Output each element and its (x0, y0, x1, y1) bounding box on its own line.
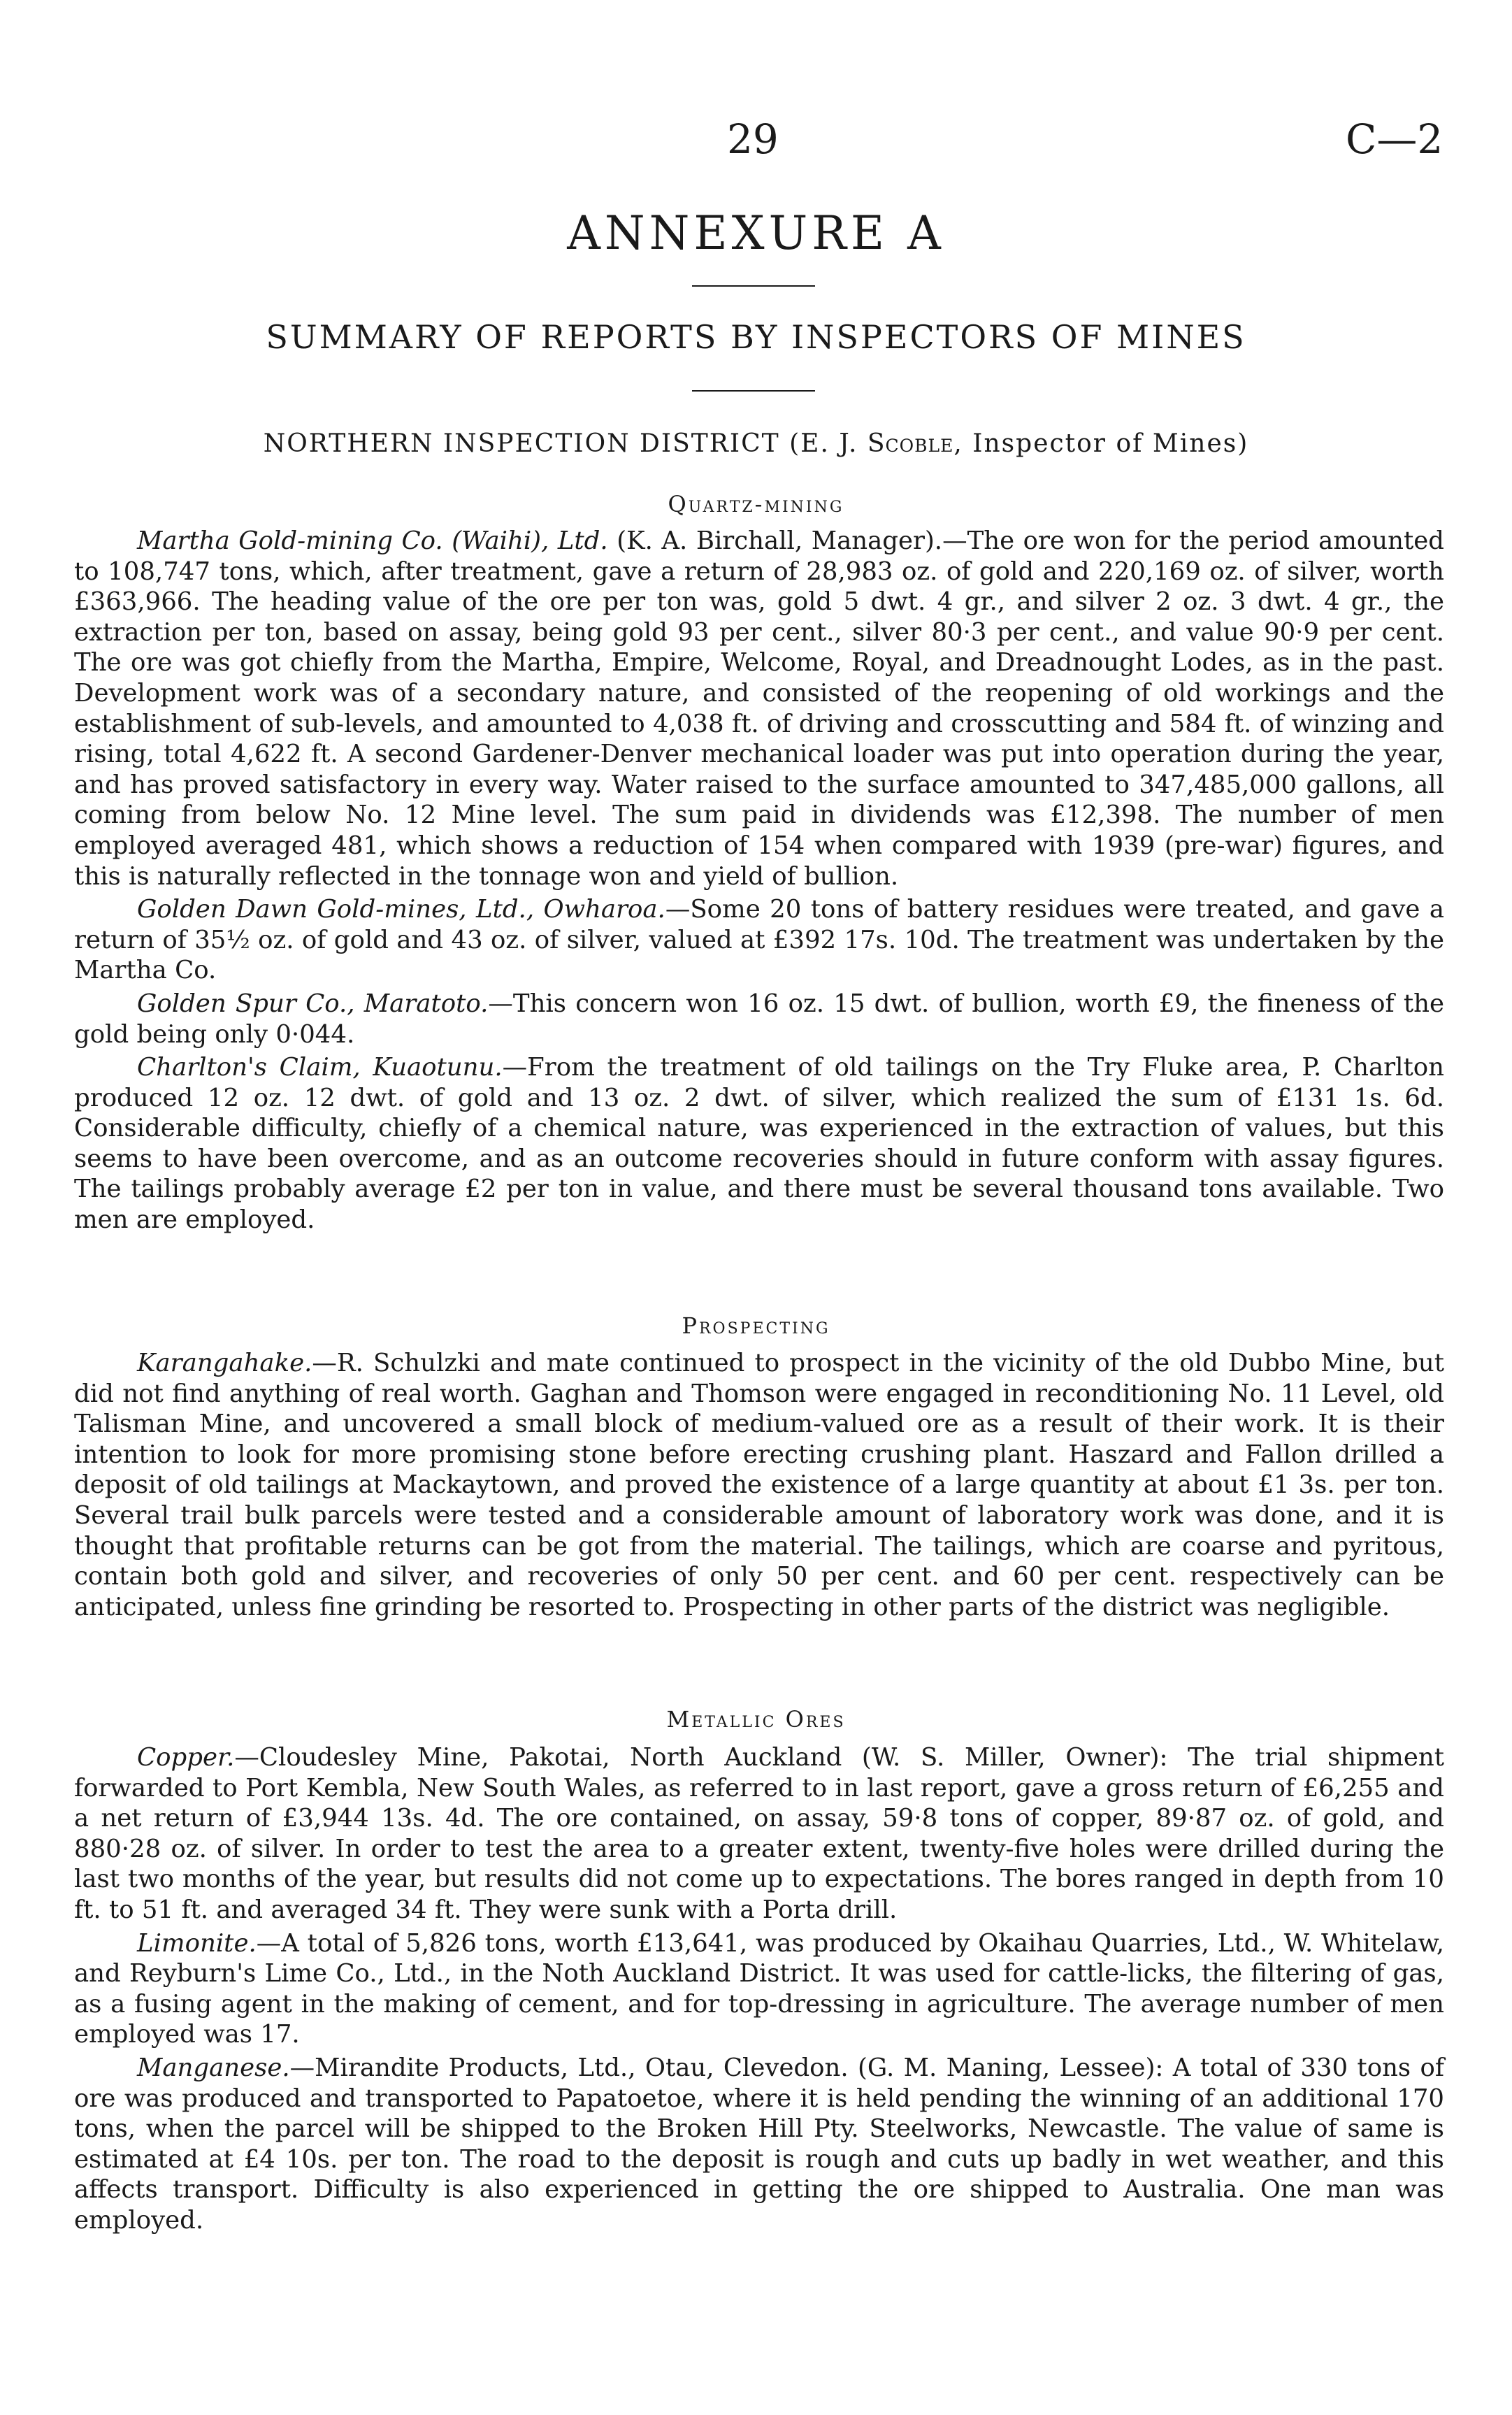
paragraph-lead: Karangahake. (137, 1349, 312, 1377)
paragraph-martha (74, 526, 1444, 891)
section-heading-quartz-mining: Quartz-mining (668, 491, 844, 517)
paragraph-lead: Manganese. (137, 2053, 290, 2082)
paragraph-lead: Golden Dawn Gold-mines, Ltd., Owharoa. (137, 895, 665, 924)
district-heading (0, 429, 1512, 458)
section-heading-prospecting: Prospecting (682, 1312, 830, 1339)
paragraph-manganese (74, 2053, 1444, 2236)
summary-divider (692, 390, 815, 392)
paragraph-text: —This concern won 16 oz. 15 dwt. of bullion, worth £9, the fineness of the gold being only 0·044. (74, 989, 1445, 1049)
annexure-title: ANNEXURE A (567, 206, 945, 260)
paragraph-golden-spur (74, 989, 1444, 1049)
paragraph-text: —A total of 5,826 tons, worth £13,641, was produced by Okaihau Quarries, Ltd., W. Whitelaw, and Reyburn's Lime Co., Ltd., in the Noth Auckland District. It was used for cattle-licks, the filtering of gas, as a fusing agent in the making of cement, and for top-dressing in agriculture. The average number of men employed was 17. (74, 1928, 1444, 2049)
paragraph-lead: Golden Spur Co., Maratoto. (137, 989, 489, 1018)
paragraph-lead: Copper. (137, 1743, 235, 1772)
page-number: 29 (727, 115, 779, 163)
paragraph-limonite (74, 1928, 1444, 2050)
paragraph-golden-dawn (74, 894, 1444, 986)
paragraph-text: —R. Schulzki and mate continued to prospect in the vicinity of the old Dubbo Mine, but did not find anything of real worth. Gaghan and Thomson were engaged in reconditioning No. 11 Level, old Talisman Mine, and uncovered a small block of medium-valued ore as a result of their work. It is their intention to look for more promising stone before erecting crushing plant. Haszard and Fallon drilled a deposit of old tailings at Mackaytown, and proved the existence of a large quantity at about £1 3s. per ton. Several trail bulk parcels were tested and a considerable amount of laboratory work was done, and it is thought that profitable returns can be got from the material. The tailings, which are coarse and pyritous, contain both gold and silver, and recoveries of only 50 per cent. and 60 per cent. respectively can be anticipated, unless fine grinding be resorted to. Prospecting in other parts of the district was negligible. (74, 1349, 1444, 1621)
quartz-mining-body (74, 526, 1444, 1238)
summary-title: SUMMARY OF REPORTS BY INSPECTORS OF MINES (266, 318, 1246, 356)
section-heading-metallic-ores: Metallic Ores (666, 1706, 846, 1733)
metallic-ores-body (74, 1742, 1444, 2239)
paragraph-text: —From the treatment of old tailings on the Try Fluke area, P. Charlton produced 12 oz. 12 dwt. of gold and 13 oz. 2 dwt. of silver, which realized the sum of £131 1s. 6d. Considerable difficulty, chiefly of a chemical nature, was experienced in the extraction of values, but this seems to have been overcome, and as an outcome recoveries should in future conform with assay figures. The tailings probably average £2 per ton in value, and there must be several thousand tons available. Two men are employed. (74, 1053, 1445, 1235)
inspector-name: Scoble (867, 429, 954, 458)
paragraph-lead: Charlton's Claim, Kuaotunu. (137, 1053, 503, 1082)
paragraph-text: —Cloudesley Mine, Pakotai, North Auckland (W. S. Miller, Owner): The trial shipment forwarded to Port Kembla, New South Wales, as referred to in last report, gave a gross return of £6,255 and a net return of £3,944 13s. 4d. The ore contained, on assay, 59·8 tons of copper, 89·87 oz. of gold, and 880·28 oz. of silver. In order to test the area to a greater extent, twenty-five holes were drilled during the last two months of the year, but results did not come up to expectations. The bores ranged in depth from 10 ft. to 51 ft. and averaged 34 ft. They were sunk with a Porta drill. (74, 1743, 1444, 1924)
title-divider (692, 285, 815, 287)
paragraph-text: —Some 20 tons of battery residues were treated, and gave a return of 35½ oz. of gold and 43 oz. of silver, valued at £392 17s. 10d. The treatment was undertaken by the Martha Co. (74, 895, 1445, 985)
district-name: NORTHERN INSPECTION DISTRICT (E. J. (263, 429, 867, 458)
paragraph-lead: Martha Gold-mining Co. (Waihi), Ltd. (137, 526, 608, 555)
paragraph-copper (74, 1742, 1444, 1926)
paragraph-karangahake (74, 1348, 1444, 1622)
page-reference: C—2 (1346, 115, 1443, 163)
paragraph-text: —Mirandite Products, Ltd., Otau, Clevedon. (G. M. Maning, Lessee): A total of 330 tons of ore was produced and transported to Papatoetoe, where it is held pending the winning of an additional 170 tons, when the parcel will be shipped to the Broken Hill Pty. Steelworks, Newcastle. The value of same is estimated at £4 10s. per ton. The road to the deposit is rough and cuts up badly in wet weather, and this affects transport. Difficulty is also experienced in getting the ore shipped to Australia. One man was employed. (74, 2053, 1444, 2235)
paragraph-charltons-claim (74, 1052, 1444, 1235)
paragraph-text: (K. A. Birchall, Manager).—The ore won for the period amounted to 108,747 tons, which, after treatment, gave a return of 28,983 oz. of gold and 220,169 oz. of silver, worth £363,966. The heading value of the ore per ton was, gold 5 dwt. 4 gr., and silver 2 oz. 3 dwt. 4 gr., the extraction per ton, based on assay, being gold 93 per cent., silver 80·3 per cent., and value 90·9 per cent. The ore was got chiefly from the Martha, Empire, Welcome, Royal, and Dreadnought Lodes, as in the past. Development work was of a secondary nature, and consisted of the reopening of old workings and the establishment of sub-levels, and amounted to 4,038 ft. of driving and crosscutting and 584 ft. of winzing and rising, total 4,622 ft. A second Gardener-Denver mechanical loader was put into operation during the year, and has proved satisfactory in every way. Water raised to the surface amounted to 347,485,000 gallons, all coming from below No. 12 Mine level. The sum paid in dividends was £12,398. The number of men employed averaged 481, which shows a reduction of 154 when compared with 1939 (pre-war) figures, and this is naturally reflected in the tonnage won and yield of bullion. (74, 526, 1445, 891)
prospecting-body (74, 1348, 1444, 1625)
inspector-role: , Inspector of Mines) (953, 429, 1249, 458)
paragraph-lead: Limonite. (137, 1928, 257, 1958)
